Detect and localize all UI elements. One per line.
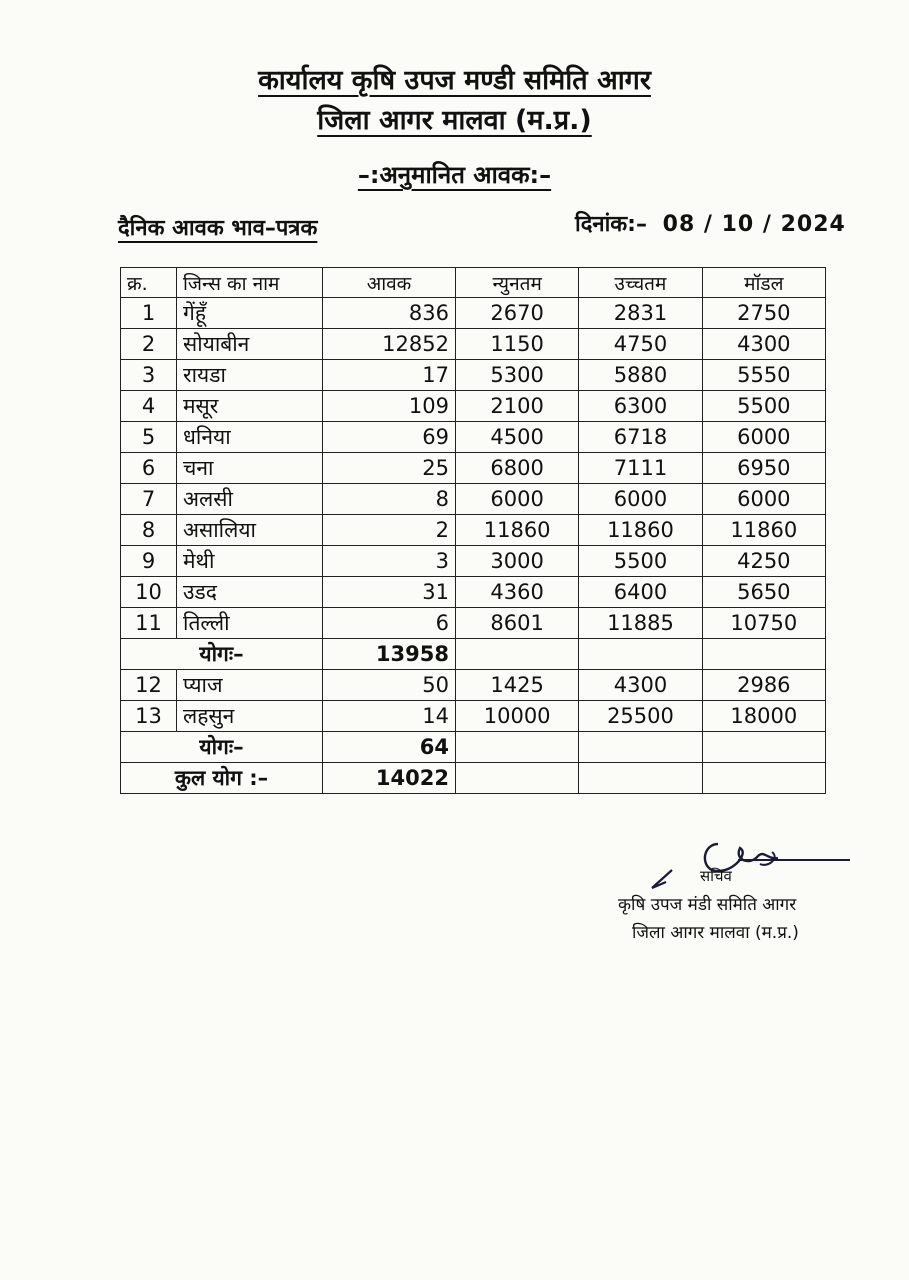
arrivals-table — [120, 267, 826, 794]
table-row — [121, 670, 826, 701]
date-value: 08 / 10 / 2024 — [662, 212, 846, 237]
date-label: दिनांक:– — [575, 212, 647, 237]
min-price: 4360 — [455, 577, 578, 608]
commodity-name: सोयाबीन — [177, 329, 323, 360]
commodity-name: लहसुन — [177, 701, 323, 732]
commodity-name: धनिया — [177, 422, 323, 453]
model-price: 6000 — [702, 484, 825, 515]
table-row — [121, 701, 826, 732]
min-price: 10000 — [455, 701, 578, 732]
max-price: 2831 — [579, 298, 702, 329]
empty-cell — [579, 732, 702, 763]
max-price: 7111 — [579, 453, 702, 484]
table-row — [121, 546, 826, 577]
report-title: –:अनुमानित आवक:– — [357, 161, 552, 189]
model-price: 2986 — [702, 670, 825, 701]
max-price: 4750 — [579, 329, 702, 360]
table-body — [121, 298, 826, 794]
table-row — [121, 515, 826, 546]
table-row — [121, 422, 826, 453]
model-price: 5550 — [702, 360, 825, 391]
commodity-name: गेंहूँ — [177, 298, 323, 329]
arrival-qty: 12852 — [323, 329, 456, 360]
serial-number: 2 — [121, 329, 177, 360]
serial-number: 11 — [121, 608, 177, 639]
min-price: 6000 — [455, 484, 578, 515]
table-row — [121, 329, 826, 360]
model-price: 6000 — [702, 422, 825, 453]
serial-number: 8 — [121, 515, 177, 546]
header-max: उच्चतम — [579, 268, 702, 298]
arrival-qty: 25 — [323, 453, 456, 484]
arrival-qty: 69 — [323, 422, 456, 453]
header-arrival: आवक — [323, 268, 456, 298]
min-price: 2670 — [455, 298, 578, 329]
max-price: 5500 — [579, 546, 702, 577]
serial-number: 4 — [121, 391, 177, 422]
serial-number: 7 — [121, 484, 177, 515]
district-title: जिला आगर मालवा (म.प्र.) — [317, 105, 592, 136]
arrival-qty: 6 — [323, 608, 456, 639]
signatory-role: सचिव — [700, 867, 732, 885]
commodity-name: तिल्ली — [177, 608, 323, 639]
max-price: 6718 — [579, 422, 702, 453]
max-price: 6000 — [579, 484, 702, 515]
table-row — [121, 484, 826, 515]
commodity-name: अलसी — [177, 484, 323, 515]
min-price: 5300 — [455, 360, 578, 391]
table-row — [121, 577, 826, 608]
serial-number: 9 — [121, 546, 177, 577]
empty-cell — [579, 639, 702, 670]
model-price: 5500 — [702, 391, 825, 422]
arrival-qty: 3 — [323, 546, 456, 577]
model-price: 2750 — [702, 298, 825, 329]
commodity-name: मेथी — [177, 546, 323, 577]
signature-block — [600, 830, 900, 960]
subtotal-value: 64 — [323, 732, 456, 763]
commodity-name: उडद — [177, 577, 323, 608]
empty-cell — [455, 732, 578, 763]
subtotal-row — [121, 732, 826, 763]
model-price: 4300 — [702, 329, 825, 360]
grand-total-value: 14022 — [323, 763, 456, 794]
arrival-qty: 2 — [323, 515, 456, 546]
table-row — [121, 608, 826, 639]
max-price: 25500 — [579, 701, 702, 732]
subtotal-label: योगः– — [121, 732, 323, 763]
table-header-row — [121, 268, 826, 298]
min-price: 2100 — [455, 391, 578, 422]
model-price: 11860 — [702, 515, 825, 546]
max-price: 4300 — [579, 670, 702, 701]
signatory-district: जिला आगर मालवा (म.प्र.) — [632, 923, 799, 943]
model-price: 18000 — [702, 701, 825, 732]
min-price: 11860 — [455, 515, 578, 546]
arrival-qty: 109 — [323, 391, 456, 422]
empty-cell — [702, 732, 825, 763]
empty-cell — [455, 639, 578, 670]
model-price: 4250 — [702, 546, 825, 577]
serial-number: 13 — [121, 701, 177, 732]
commodity-name: असालिया — [177, 515, 323, 546]
min-price: 8601 — [455, 608, 578, 639]
table-row — [121, 360, 826, 391]
model-price: 5650 — [702, 577, 825, 608]
serial-number: 12 — [121, 670, 177, 701]
grand-total-row — [121, 763, 826, 794]
table-row — [121, 391, 826, 422]
table-row — [121, 453, 826, 484]
min-price: 3000 — [455, 546, 578, 577]
empty-cell — [579, 763, 702, 794]
header-min: न्युनतम — [455, 268, 578, 298]
signatory-office: कृषि उपज मंडी समिति आगर — [618, 895, 797, 915]
arrival-qty: 836 — [323, 298, 456, 329]
table-row — [121, 298, 826, 329]
empty-cell — [455, 763, 578, 794]
commodity-name: मसूर — [177, 391, 323, 422]
commodity-name: चना — [177, 453, 323, 484]
arrival-qty: 17 — [323, 360, 456, 391]
arrival-qty: 31 — [323, 577, 456, 608]
header-model: मॉडल — [702, 268, 825, 298]
report-date — [575, 208, 846, 238]
max-price: 6400 — [579, 577, 702, 608]
serial-number: 6 — [121, 453, 177, 484]
empty-cell — [702, 639, 825, 670]
arrival-qty: 8 — [323, 484, 456, 515]
signature-scribble-icon — [600, 830, 860, 900]
serial-number: 5 — [121, 422, 177, 453]
subtotal-label: योगः– — [121, 639, 323, 670]
serial-number: 10 — [121, 577, 177, 608]
commodity-name: रायडा — [177, 360, 323, 391]
max-price: 6300 — [579, 391, 702, 422]
model-price: 6950 — [702, 453, 825, 484]
max-price: 11885 — [579, 608, 702, 639]
grand-total-label: कुल योग :– — [121, 763, 323, 794]
min-price: 4500 — [455, 422, 578, 453]
min-price: 1425 — [455, 670, 578, 701]
max-price: 5880 — [579, 360, 702, 391]
office-title: कार्यालय कृषि उपज मण्डी समिति आगर — [258, 65, 651, 96]
header-commodity: जिन्स का नाम — [177, 268, 323, 298]
empty-cell — [702, 763, 825, 794]
min-price: 1150 — [455, 329, 578, 360]
sheet-title: दैनिक आवक भाव–पत्रक — [118, 216, 318, 241]
subtotal-row — [121, 639, 826, 670]
min-price: 6800 — [455, 453, 578, 484]
header-sn: क्र. — [121, 268, 177, 298]
serial-number: 1 — [121, 298, 177, 329]
serial-number: 3 — [121, 360, 177, 391]
arrival-qty: 14 — [323, 701, 456, 732]
subtotal-value: 13958 — [323, 639, 456, 670]
commodity-name: प्याज — [177, 670, 323, 701]
model-price: 10750 — [702, 608, 825, 639]
max-price: 11860 — [579, 515, 702, 546]
arrival-qty: 50 — [323, 670, 456, 701]
